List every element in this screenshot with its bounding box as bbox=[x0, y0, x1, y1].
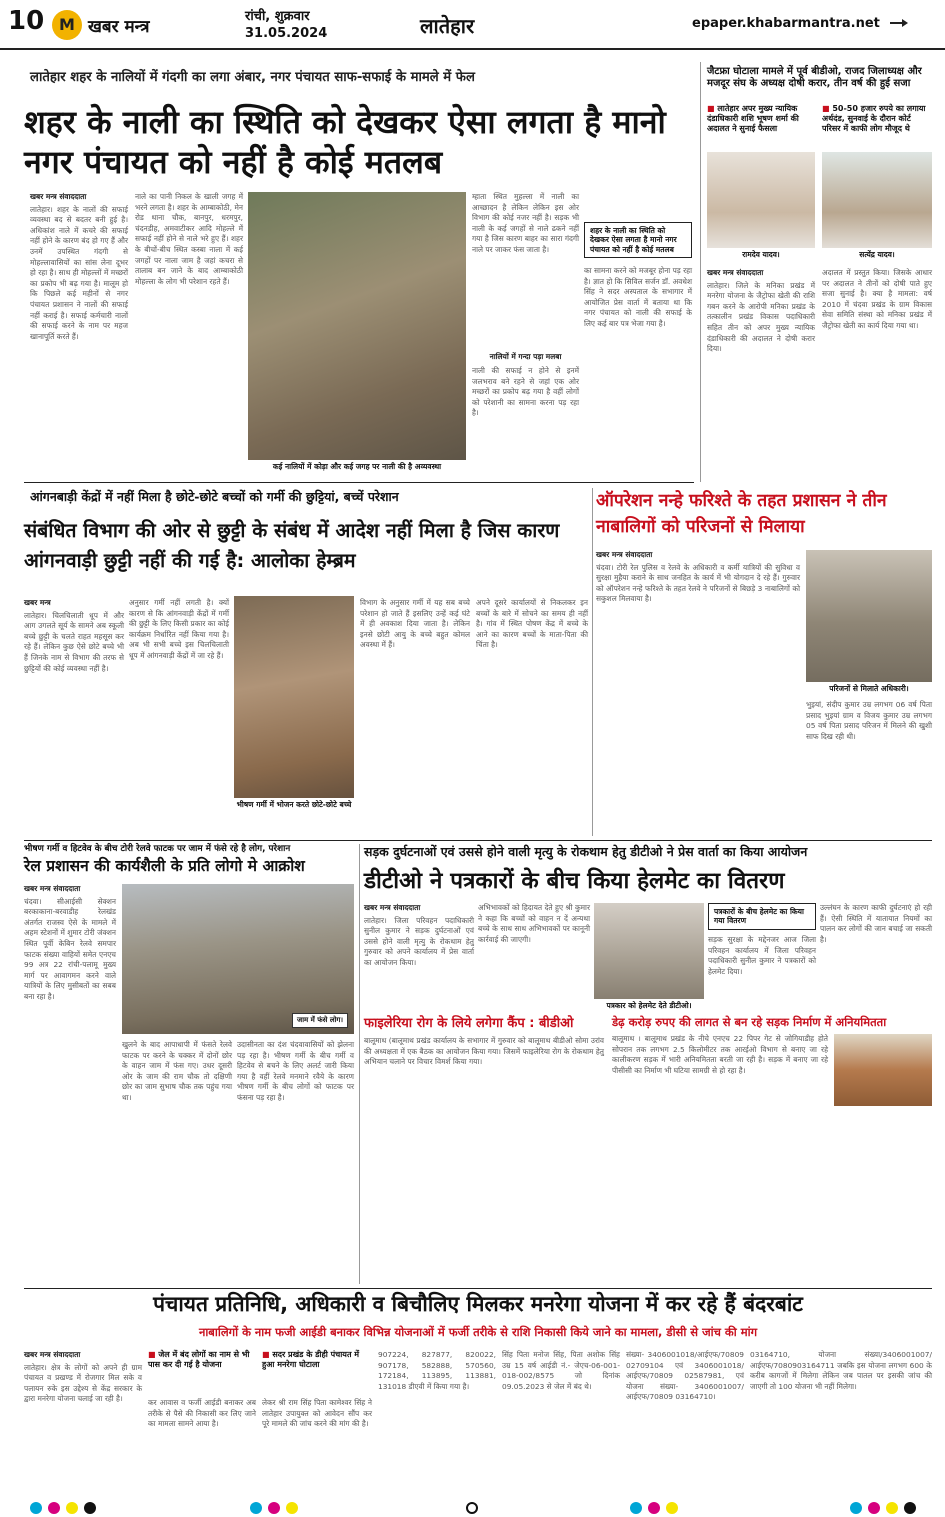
section-name: लातेहार bbox=[420, 14, 475, 38]
reg-dot-cyan-2 bbox=[250, 1502, 262, 1514]
story2-bottom-rule bbox=[24, 840, 932, 841]
brand-name: खबर मन्त्र bbox=[88, 17, 150, 37]
sidebar1-photo2-caption: सत्येंद्र यादव। bbox=[822, 248, 932, 262]
story8-bullet1: ■ जेल में बंद लोगों का नाम से भी पास कर दी गई है योजना bbox=[148, 1350, 256, 1370]
sidebar1-col2: अदालत में प्रस्तुत किया। जिसके आधार पर अदालत ने तीनों को दोषी पाते हुए सजा सुनाई है। क्या है मामला: वर्ष 2010 में चंदवा प्रखंड के ग्राम विकास सेवा समिति संस्था को मनिका प्रखंड में जैट्रोफा खेती का कार्य दिया गया था। bbox=[822, 268, 932, 330]
story4-col1: खबर मन्त्र संवाददाता चंदवा। सीआईसी सेक्शन बरकाकाना-बरवाडीह रेलखंड अंतर्गत राजस्व ऐसे के मामले में अहम स्टेशनों में शुमार टोरी जंक्शन स्थित पूर्वी केबिन रेलवे समपार फाटक संख्या वाहियों समेत एनएच 99 अत्र 22 रांची-पलामू मुख्य मार्ग पर आवागमन करने वाले यात्रियों के लिए मुसीबतों का सबब बना रहा है। bbox=[24, 884, 116, 1001]
story2-photo bbox=[234, 596, 354, 812]
story2-photo-caption: भीषण गर्मी में भोजन करते छोटे-छोटे बच्चे bbox=[234, 798, 354, 812]
story5-col1: खबर मन्त्र संवाददाता लातेहार। जिला परिवहन पदाधिकारी सुनील कुमार ने सड़क दुर्घटनाओं एवं उससे होने वाली मृत्यु के रोकथाम हेतु गुरुवार को अपने कार्यालय में प्रेस वार्ता का आयोजन किया। bbox=[364, 903, 474, 967]
story5-photo bbox=[594, 903, 704, 1013]
story8-col4: 907224, 827877, 820022, 907178, 582888, 570560, 172184, 113895, 113881, 131018 डीएवी में किया गया है। bbox=[378, 1350, 496, 1391]
story4-col3: उदासीनता का दंश चंदवावासियों को झेलना पड़ रहा है। भीषण गर्मी के बीच गर्मी व हिटवेव से बचने के लिए अलर्ट जारी किया गया है वहीं रेलवे मनमाने रवैये के कारण भीषण गर्मी के बीच लोगों को फाटक पर फंसना पड़ रहा है। bbox=[237, 1040, 354, 1102]
story4-col2: खुलने के बाद आपाधापी में फंसते रेलवे फाटक पर करने के चक्कर में दोनों छोर के वाहन जाम में फंस गए। उधर दूसरी ओर के जाम की राम चौक तो दक्षिणी छोर का जाम सुभाष चौक तक पहुंच गया था। bbox=[122, 1040, 232, 1102]
story4-photo bbox=[122, 884, 354, 1034]
story4-headline: रेल प्रशासन की कार्यशैली के प्रति लोगो मे आक्रोश bbox=[24, 857, 305, 875]
story1-photo bbox=[248, 192, 466, 474]
story5-col3: सड़क सुरक्षा के मद्देनजर आज जिला परिवहन कार्यालय में जिला परिवहन पदाधिकारी सुनील कुमार ने पत्रकारों को हेलमेट दिया। bbox=[708, 935, 816, 976]
pointing-hand-icon bbox=[888, 12, 912, 34]
reg-dot-cyan-3 bbox=[630, 1502, 642, 1514]
story1-col1: खबर मन्त्र संवाददाता लातेहार। शहर के नालों की सफाई व्यवस्था बद से बदतर बनी हुई है। अधिकांश नाले में कचरे की सफाई नहीं होने के कारण बंद हो गए हैं और उनमें उपस्थित गंदगी से मोहल्लावासियों का सांस लेना दूभर हो रहा है। साथ ही मोहल्लों में मच्छरों का प्रकोप भी बढ़ गया है। मालूम हो कि पिछले कई महीनों से नगर पंचायत प्रशासन ने नालों की सफाई नहीं कराई है। सफाई कर्मचारी नालों की सफाई करने के नाम पर महज खानापूर्ति करते हैं। bbox=[30, 192, 128, 341]
story1-bottom-rule bbox=[24, 482, 694, 483]
story3-divider bbox=[592, 488, 593, 836]
story1-col3: म्हाता स्थित मुहल्ला में नाली का आच्छादन है लेकिन लेकिन इस ओर विभाग की कोई नजर नहीं है। सड़क भी नाली के कई जगहों से नाले ढकने नहीं गया है जिस कारण बाहर का सारा गंदगी नाले पर जाकर फंस जाता है। bbox=[472, 192, 579, 254]
sidebar1-bullet2: ■ 50-50 हजार रुपये का लगाया अर्थदंड, सुनवाई के दौरान कोर्ट परिसर में काफी लोग मौजूद थे bbox=[822, 104, 932, 134]
story5-headline: डीटीओ ने पत्रकारों के बीच किया हेलमेट का वितरण bbox=[364, 868, 785, 894]
story1-byline: खबर मन्त्र संवाददाता bbox=[30, 192, 87, 201]
reg-dot-magenta-2 bbox=[268, 1502, 280, 1514]
dateline bbox=[245, 8, 327, 42]
story8-bullet2: ■ सदर प्रखंड के डीही पंचायत में हुआ मनरेगा घोटाला bbox=[262, 1350, 372, 1370]
story5-divider bbox=[359, 844, 360, 1284]
sidebar1-kicker: जैटफ्रा घोटाला मामले में पूर्व बीडीओ, राजद जिलाध्यक्ष और मजदूर संघ के अध्यक्ष दोषी करार, तीन वर्ष की हुई सजा bbox=[707, 66, 922, 89]
sidebar1-photo1 bbox=[707, 152, 815, 262]
story4-byline: खबर मन्त्र संवाददाता bbox=[24, 884, 81, 893]
story8-subhead: नाबालिगों के नाम फजी आईडी बनाकर विभिन्न योजनाओं में फर्जी तरीके से राशि निकासी किये जाने का मामला, डीसी से जांच की मांग bbox=[198, 1325, 758, 1339]
brand-logo-icon bbox=[52, 10, 82, 40]
masthead bbox=[0, 0, 945, 50]
story5-kicker: सड़क दुर्घटनाओं एवं उससे होने वाली मृत्यु के रोकथाम हेतु डीटीओ ने प्रेस वार्ता का किया आयोजन bbox=[364, 844, 808, 859]
sidebar1-photo1-caption: रामदेव यादव। bbox=[707, 248, 815, 262]
reg-dot-magenta-4 bbox=[868, 1502, 880, 1514]
reg-dot-cyan-4 bbox=[850, 1502, 862, 1514]
story4-kicker: भीषण गर्मी व हिटवेव के बीच टोरी रेलवे फाटक पर जाम में फंसे रहे है लोग, परेशान bbox=[24, 844, 291, 854]
story2-kicker: आंगनबाड़ी केंद्रों में नहीं मिला है छोटे-छोटे बच्चों को गर्मी की छुट्टियां, बच्चें परेशान bbox=[30, 489, 399, 504]
dateline-city: रांची, शुक्रवार bbox=[245, 9, 310, 24]
story3-headline: ऑपरेशन नन्हे फरिश्ते के तहत प्रशासन ने तीन नाबालिगों को परिजनों से मिलाया bbox=[596, 491, 887, 537]
reg-dot-magenta bbox=[48, 1502, 60, 1514]
story4-photo-tag: जाम में फंसे लोग। bbox=[292, 1013, 348, 1028]
reg-dot-black-4 bbox=[904, 1502, 916, 1514]
story7-headline: डेढ़ करोड़ रुपए की लागत से बन रहे सड़क निर्माण में अनियमितता bbox=[612, 1015, 887, 1029]
story2-col3: विभाग के अनुसार गर्मी में यह सब बच्चे परेशान हो जाते हैं इसलिए उन्हें कई घंटे में ही अवकाश दिया जाता है। लेकिन इनसे छोटी आयु के बच्चे बहुत कोमल अवस्था में हैं। bbox=[360, 598, 470, 650]
story1-mid-caption: नालियों में गन्दा पड़ा मलबा bbox=[489, 352, 562, 361]
story6-headline: फाइलेरिया रोग के लिये लगेगा कैंप : बीडीओ bbox=[364, 1016, 574, 1031]
story2-byline: खबर मन्त्र bbox=[24, 598, 51, 607]
story1-col2: नाले का पानी निकल के खाली जगह में भरने लगता है। शहर के आम्बाकोठी, मेन रोड थाना चौक, बानपुर, धरमपुर, चंदनडीह, अमवाटीकर आदि मोहल्ले में सफाई नहीं होने से नाले भरे हुए हैं। शहर के बीचों-बीच स्थित कस्बा नाला में कई जगहों पर नाला जाम है जहां कचरा से तालाब बन जाने के बाद आम्बाकोठी मोहल्ला के लोग भी परेशान रहते हैं। bbox=[135, 192, 243, 286]
crosshair-icon bbox=[466, 1502, 478, 1514]
story3-byline: खबर मन्त्र संवाददाता bbox=[596, 550, 653, 559]
story8-col3: लेकर श्री राम सिंह पिता कामेश्वर सिंह ने लातेहार उपायुक्त को आवेदन सौंप कर पूरे मामले की जांच करने की मांग की है। bbox=[262, 1398, 372, 1429]
epaper-link[interactable]: epaper.khabarmantra.net bbox=[692, 16, 880, 31]
story5-col2: अभिभावकों को हिदायत देते हुए श्री कुमार ने कहा कि बच्चों को वाहन न दें अन्यथा बच्चे के साथ साथ अभिभावकों पर कानूनी कार्रवाई की जाएगी। bbox=[478, 903, 590, 944]
story8-col1: खबर मन्त्र संवाददाता लातेहार। क्षेत्र के लोगों को अपने ही ग्राम पंचायत व प्रखण्ड में रोजगार मिल सके व पलायन रुके इस उद्देश्य से केंद्र सरकार के द्वारा मनरेगा योजना चलाई जा रही है। bbox=[24, 1350, 142, 1404]
dateline-date: 31.05.2024 bbox=[245, 26, 328, 41]
reg-dot-yellow-3 bbox=[666, 1502, 678, 1514]
story3-photo bbox=[806, 550, 932, 696]
story6-col1: बालूमाथ (बालूमाथ प्रखंड कार्यालय के सभागार में गुरुवार को बालूमाथ बीडीओ सोमा उरांव की अध्यक्षता में एक बैठक का आयोजन किया गया। जिसमें फाइलेरिया रोग के रोकथाम हेतु अभियान चलाने पर विचार विमर्श किया गया। bbox=[364, 1036, 604, 1067]
story2-headline: संबंधित विभाग की ओर से छुट्टी के संबंध में आदेश नहीं मिला है जिस कारण आंगनवाड़ी छुट्टी नहीं की गई है: आलोका हेम्ब्रम bbox=[24, 519, 560, 572]
sidebar-divider bbox=[700, 62, 701, 482]
story1-kicker: लातेहार शहर के नालियों में गंदगी का लगा अंबार, नगर पंचायत साफ-सफाई के मामले में फेल bbox=[30, 70, 475, 85]
story8-headline: पंचायत प्रतिनिधि, अधिकारी व बिचौलिए मिलकर मनरेगा योजना में कर रहे हैं बंदरबांट bbox=[153, 1292, 803, 1316]
story3-col1: खबर मन्त्र संवाददाता चंदवा। टोरी रेल पुलिस व रेलवे के अधिकारी व कर्मी यात्रियों की सुविधा व सुरक्षा मुहैया कराने के साथ जनहित के कार्य में भी योगदान दे रहे हैं। गुरुवार को ऑपरेशन नन्हे फरिश्ते के तहत रेलवे ने परिजनों से बिछड़े 3 नाबालिगों को सकुशल मिलवाया है। bbox=[596, 550, 800, 604]
story1-photo-caption: कई नालियों में कोड़ा और कई जगह पर नाली की है अव्यवस्था bbox=[248, 460, 466, 474]
reg-dot-black bbox=[84, 1502, 96, 1514]
reg-dot-yellow bbox=[66, 1502, 78, 1514]
sidebar1-bullet1: ■ लातेहार अपर मुख्य न्यायिक दंडाधिकारी शशि भूषण शर्मा की अदालत ने सुनाई फैसला bbox=[707, 104, 817, 134]
story3-col2: भुइयां, संदीप कुमार उम्र लगभग 06 वर्ष पिता प्रसाद भुइयां ग्राम व विजय कुमार उम्र लगभग 05 वर्ष पिता प्रसाद परिजन में मिलने की खुशी साफ दिख रही थी। bbox=[806, 700, 932, 741]
page-number: 10 bbox=[8, 6, 45, 36]
story8-col5: सिंह पिता मनोज सिंह, पिता अशोक सिंह उम्र 15 वर्ष आईडी नं.- जेएच-06-001-018-002/8575 जो दिनांक 09.05.2023 से जेल में बंद थे। bbox=[502, 1350, 620, 1391]
registration-marks bbox=[0, 1500, 945, 1517]
sidebar1-byline: खबर मन्त्र संवाददाता bbox=[707, 268, 764, 277]
story5-col4: उल्लंघन के कारण काफी दुर्घटनाएं हो रही हैं। ऐसी स्थिति में यातायात नियमों का पालन कर लोगों की जान बचाई जा सकती है। bbox=[820, 903, 932, 944]
story5-bottom-rule bbox=[24, 1288, 932, 1289]
reg-dot-magenta-3 bbox=[648, 1502, 660, 1514]
reg-dot-yellow-4 bbox=[886, 1502, 898, 1514]
sidebar1-photo2 bbox=[822, 152, 932, 262]
sidebar1-col1: खबर मन्त्र संवाददाता लातेहार। जिले के मनिका प्रखंड में मनरेगा योजना के जैट्रोफा खेती की राशि गबन करने के आरोपी मनिका प्रखंड के तत्कालीन प्रखंड विकास पदाधिकारी सहित तीन को अपर मुख्य न्यायिक दंडाधिकारी की अदालत ने दोषी करार दिया। bbox=[707, 268, 815, 354]
reg-dot-yellow-2 bbox=[286, 1502, 298, 1514]
story5-side-box: पत्रकारों के बीच हेलमेट का किया गया वितरण bbox=[708, 903, 816, 930]
story8-byline: खबर मन्त्र संवाददाता bbox=[24, 1350, 81, 1359]
story1-col4: नाली की सफाई न होने से इनमें जलभराव बने रहने से जहां एक ओर मच्छरों का प्रकोप बढ़ गया है वहीं लोगों को परेशानी का सामना करना पड़ रहा है। bbox=[472, 366, 579, 418]
story8-col6: संख्या- 3406001018/आईएफ/70809 02709104 एवं 3406001018/आईएफ/70809 02587981, एवं योजना संख्या- 3406001007/आईएफ/70809 03164710। bbox=[626, 1350, 744, 1402]
story2-col2: अनुसार गर्मी नहीं लगती है। क्यों कारण से कि आंगनवाड़ी केंद्रों में गर्मी की छुट्टी के लिए किसी प्रकार का कोई कार्यक्रम निर्धारित नहीं किया गया है। अब भी सभी बच्चे इस चिलचिलाती धूप में आंगनवाड़ी केंद्रों में जा रहे हैं। bbox=[129, 598, 229, 660]
story2-col1: खबर मन्त्र लातेहार। चिलचिलाती धूप में और आग उगलते सूर्य के सामने अब स्कूली बच्चे छुट्टी के चलते राहत महसूस कर रहे हैं। लेकिन कुछ ऐसे छोटे बच्चे भी हैं जिनके नाम से विभाग की तरफ से छुट्टियों की कोई व्यवस्था नहीं है। bbox=[24, 598, 124, 673]
story1-side-box: शहर के नाली का स्थिति को देखकर ऐसा लगता है मानो नगर पंचायत को नहीं है कोई मतलब bbox=[584, 222, 692, 258]
story3-photo-caption: परिजनों से मिलाते अधिकारी। bbox=[806, 682, 932, 696]
story7-photo bbox=[834, 1034, 932, 1106]
story5-byline: खबर मन्त्र संवाददाता bbox=[364, 903, 421, 912]
story8-col7: 03164710, योजना संख्या/3406001007/आईएफ/7080903164711 जबकि इस योजना लगभग 600 के करीब कागजों में मिलेगा लेकिन जब पातल पर इसकी जांच की जाएगी तो 100 योजना भी नहीं मिलेगा। bbox=[750, 1350, 932, 1391]
story1-col5: का सामना करने को मजबूर होना पड़ रहा है। ज्ञात हो कि सिविल सर्जन डॉ. अवधेश सिंह ने सदर अस्पताल के सभागार में आयोजित प्रेस वार्ता में बताया था कि नगर पंचायत को नाली की सफाई के लिए कई बार पत्र भेजा गया है। bbox=[584, 266, 692, 328]
story1-headline: शहर के नाली का स्थिति को देखकर ऐसा लगता है मानो नगर पंचायत को नहीं है कोई मतलब bbox=[24, 103, 666, 181]
story7-col1: बालूमाथ । बालूमाथ प्रखंड के नीचे एनएच 22 पिपर गेट से जोगियाडीह होते सोपरान तक लगभग 2.5 किलोमीटर तक आरईओ विभाग से बनाए जा रहे कालीकरण सड़क में भारी अनियमितता बरती जा रही है। सड़क में बनाए जा रहे पीसीसी का निर्माण भी घटिया सामग्री से हो रहा है। bbox=[612, 1034, 828, 1075]
story5-photo-caption: पत्रकार को हेलमेट देते डीटीओ। bbox=[594, 999, 704, 1013]
reg-dot-cyan bbox=[30, 1502, 42, 1514]
story2-col4: अपने दूसरे कार्यालयों से निकलकर इन बच्चों के बारे में सोचने का समय ही नहीं है। गांव में स्थित पोषण केंद्र में बच्चे के आने का कारण बच्चों के माता-पिता की चिंता है। bbox=[476, 598, 588, 650]
story8-col2: कर आवास व फर्जी आईडी बनाकर अब तरीके से पैसे की निकासी कर लिए जाने का मामला सामने आया है। bbox=[148, 1398, 256, 1429]
